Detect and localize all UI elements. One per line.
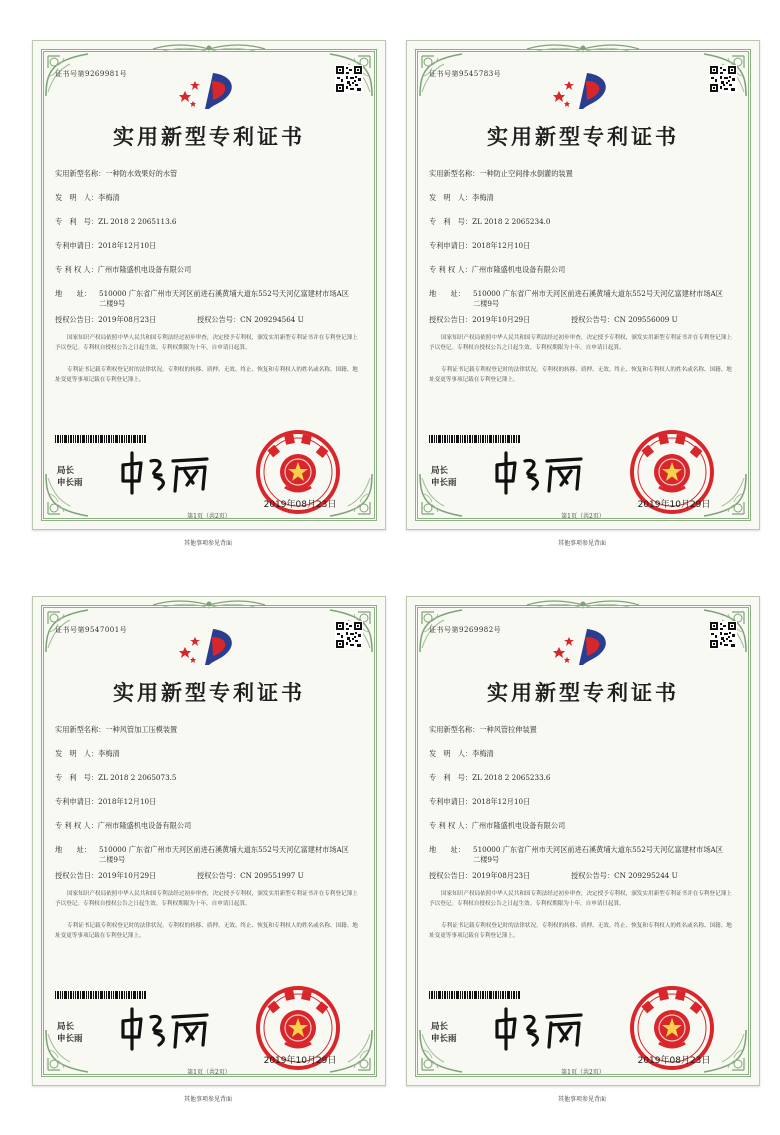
patent-number: ZL 2018 2 2065113.6 [98, 217, 177, 226]
grant-number-wrap [197, 315, 304, 325]
utility-model-name: 一种防水效果好的水管 [105, 169, 178, 178]
certificate-number: 证书号第9269981号 [55, 70, 128, 78]
certificate-title: 实用新型专利证书 [113, 680, 305, 705]
inventor: 李梅清 [472, 193, 494, 202]
director-block [57, 465, 83, 489]
address: 510000 广东省广州市天河区前进石溪黄埔大道东552号天河亿富建材市场A区二楼9号 [473, 289, 723, 308]
patent-number-label: 专 利 号： [429, 773, 473, 782]
top-ornament-icon [523, 597, 643, 611]
certificate-legal-note: 专利证书记载专利权登记时的法律状况。专利权的转移、质押、无效、终止、恢复和专利权人的姓名或名称、国籍、地址变更等事项记载在专利登记簿上。 [55, 923, 358, 939]
grant-date: 2019年08月23日 [98, 315, 157, 324]
barcode-icon [55, 435, 147, 443]
back-note: 其他事项参见背面 [557, 540, 606, 547]
seal-date: 2019年08月23日 [637, 1056, 711, 1066]
certificate-number: 证书号第9545783号 [429, 70, 502, 78]
application-date-label: 专利申请日： [429, 797, 473, 806]
signature-icon [489, 449, 589, 495]
patent-certificate [406, 596, 760, 1086]
patent-certificate [406, 40, 760, 530]
patentee-row [55, 265, 191, 275]
address-row [429, 845, 723, 865]
director-title: 局长 [57, 466, 75, 476]
director-name: 申长雨 [431, 478, 457, 488]
grant-date: 2019年10月29日 [472, 315, 531, 324]
utility-model-name-row [429, 725, 537, 735]
certificate-title: 实用新型专利证书 [113, 124, 305, 149]
grant-number-wrap [197, 871, 304, 881]
patentee-row [429, 265, 565, 275]
address: 510000 广东省广州市天河区前进石溪黄埔大道东552号天河亿富建材市场A区二楼9号 [473, 845, 723, 864]
inventor-label: 发 明 人： [429, 749, 473, 758]
certificate-statement: 国家知识产权局依照中华人民共和国专利法经过初步审查，决定授予专利权，颁发实用新型专利证书并在专利登记簿上予以登记。专利权自授权公告之日起生效。专利权期限为十年，自申请日起算。 [429, 335, 732, 351]
inventor-row [429, 193, 494, 203]
application-date-label: 专利申请日： [55, 797, 99, 806]
patentee: 广州市隆盛机电设备有限公司 [97, 821, 192, 830]
utility-model-name-label: 实用新型名称： [429, 169, 480, 178]
utility-model-name-label: 实用新型名称： [55, 169, 106, 178]
application-date: 2018年12月10日 [472, 797, 531, 806]
patentee: 广州市隆盛机电设备有限公司 [471, 265, 566, 274]
barcode-icon [55, 991, 147, 999]
utility-model-name-row [429, 169, 573, 179]
grant-number-label: 授权公告号： [571, 315, 615, 324]
utility-model-name-row [55, 725, 177, 735]
inventor-label: 发 明 人： [55, 749, 99, 758]
patentee-label: 专 利 权 人： [55, 821, 98, 830]
back-note: 其他事项参见背面 [183, 540, 232, 547]
address-label: 地 址： [429, 289, 465, 298]
inventor: 李梅清 [98, 749, 120, 758]
application-date-row [429, 797, 530, 807]
grant-row [55, 315, 304, 325]
qr-code-icon [709, 621, 737, 649]
certificate-legal-note: 专利证书记载专利权登记时的法律状况。专利权的转移、质押、无效、终止、恢复和专利权人的姓名或名称、国籍、地址变更等事项记载在专利登记簿上。 [429, 367, 732, 383]
inventor: 李梅清 [98, 193, 120, 202]
qr-code-icon [709, 65, 737, 93]
certificate-number: 证书号第9547001号 [55, 626, 128, 634]
inventor-label: 发 明 人： [55, 193, 99, 202]
qr-code-icon [335, 65, 363, 93]
inventor-row [55, 193, 120, 203]
patentee: 广州市隆盛机电设备有限公司 [471, 821, 566, 830]
application-date-label: 专利申请日： [55, 241, 99, 250]
certificate-number: 证书号第9269982号 [429, 626, 502, 634]
certificate-statement: 国家知识产权局依照中华人民共和国专利法经过初步审查，决定授予专利权，颁发实用新型专利证书并在专利登记簿上予以登记。专利权自授权公告之日起生效。专利权期限为十年，自申请日起算。 [55, 891, 358, 907]
director-block [431, 465, 457, 489]
address-row [429, 289, 723, 309]
address-row [55, 289, 349, 309]
grant-date: 2019年10月29日 [98, 871, 157, 880]
seal-date: 2019年08月23日 [263, 500, 337, 510]
director-name: 申长雨 [57, 478, 83, 488]
certificate-statement: 国家知识产权局依照中华人民共和国专利法经过初步审查，决定授予专利权，颁发实用新型专利证书并在专利登记簿上予以登记。专利权自授权公告之日起生效。专利权期限为十年，自申请日起算。 [429, 891, 732, 907]
utility-model-name: 一种风管拉伸装置 [479, 725, 537, 734]
director-block [57, 1021, 83, 1045]
signature-icon [115, 1005, 215, 1051]
patent-number: ZL 2018 2 2065234.0 [472, 217, 551, 226]
grant-number-label: 授权公告号： [197, 871, 241, 880]
top-ornament-icon [523, 41, 643, 55]
certificate-legal-note: 专利证书记载专利权登记时的法律状况。专利权的转移、质押、无效、终止、恢复和专利权人的姓名或名称、国籍、地址变更等事项记载在专利登记簿上。 [429, 923, 732, 939]
page-number: 第1页（共2页） [187, 513, 231, 520]
certificate-statement: 国家知识产权局依照中华人民共和国专利法经过初步审查，决定授予专利权，颁发实用新型专利证书并在专利登记簿上予以登记。专利权自授权公告之日起生效。专利权期限为十年，自申请日起算。 [55, 335, 358, 351]
grant-number: CN 209551997 U [240, 871, 304, 880]
patent-office-logo-icon [553, 69, 615, 113]
top-ornament-icon [149, 597, 269, 611]
grant-row [429, 871, 678, 881]
patent-number-row [429, 217, 551, 227]
patentee: 广州市隆盛机电设备有限公司 [97, 265, 192, 274]
address-label: 地 址： [429, 845, 465, 854]
patent-number-row [55, 217, 177, 227]
top-ornament-icon [149, 41, 269, 55]
barcode-icon [429, 435, 521, 443]
address-label: 地 址： [55, 289, 91, 298]
utility-model-name-label: 实用新型名称： [429, 725, 480, 734]
inventor-row [429, 749, 494, 759]
patentee-label: 专 利 权 人： [429, 265, 472, 274]
patent-office-logo-icon [179, 625, 241, 669]
address: 510000 广东省广州市天河区前进石溪黄埔大道东552号天河亿富建材市场A区二楼9号 [99, 289, 349, 308]
grant-date: 2019年08月23日 [472, 871, 531, 880]
director-title: 局长 [431, 466, 449, 476]
patent-number: ZL 2018 2 2065233.6 [472, 773, 551, 782]
patentee-label: 专 利 权 人： [55, 265, 98, 274]
grant-date-label: 授权公告日： [55, 315, 99, 324]
director-title: 局长 [431, 1022, 449, 1032]
grant-number-label: 授权公告号： [197, 315, 241, 324]
director-block [431, 1021, 457, 1045]
patent-number-row [55, 773, 177, 783]
address-label: 地 址： [55, 845, 91, 854]
certificate-title: 实用新型专利证书 [487, 680, 679, 705]
grant-date-label: 授权公告日： [429, 871, 473, 880]
patent-number-row [429, 773, 551, 783]
patent-number-label: 专 利 号： [55, 217, 99, 226]
grant-number-label: 授权公告号： [571, 871, 615, 880]
utility-model-name: 一种防止空间排水倒灌的装置 [479, 169, 573, 178]
grant-number-wrap [571, 871, 678, 881]
application-date: 2018年12月10日 [98, 797, 157, 806]
patent-certificate [32, 596, 386, 1086]
barcode-icon [429, 991, 521, 999]
patent-office-logo-icon [179, 69, 241, 113]
grant-row [429, 315, 678, 325]
patent-number-label: 专 利 号： [429, 217, 473, 226]
back-note: 其他事项参见背面 [183, 1096, 232, 1103]
grant-row [55, 871, 304, 881]
patentee-row [55, 821, 191, 831]
grant-number-wrap [571, 315, 678, 325]
utility-model-name: 一种风管加工压模装置 [105, 725, 178, 734]
qr-code-icon [335, 621, 363, 649]
patentee-row [429, 821, 565, 831]
grant-date-label: 授权公告日： [55, 871, 99, 880]
application-date-row [55, 241, 156, 251]
certificate-legal-note: 专利证书记载专利权登记时的法律状况。专利权的转移、质押、无效、终止、恢复和专利权人的姓名或名称、国籍、地址变更等事项记载在专利登记簿上。 [55, 367, 358, 383]
utility-model-name-label: 实用新型名称： [55, 725, 106, 734]
director-name: 申长雨 [431, 1034, 457, 1044]
page-number: 第1页（共2页） [561, 1069, 605, 1076]
inventor: 李梅清 [472, 749, 494, 758]
seal-date: 2019年10月29日 [263, 1056, 337, 1066]
application-date-row [429, 241, 530, 251]
application-date-label: 专利申请日： [429, 241, 473, 250]
patent-number: ZL 2018 2 2065073.5 [98, 773, 177, 782]
director-name: 申长雨 [57, 1034, 83, 1044]
patentee-label: 专 利 权 人： [429, 821, 472, 830]
grant-number: CN 209556009 U [614, 315, 678, 324]
signature-icon [115, 449, 215, 495]
director-title: 局长 [57, 1022, 75, 1032]
grant-number: CN 209294564 U [240, 315, 304, 324]
patent-certificate [32, 40, 386, 530]
patent-office-logo-icon [553, 625, 615, 669]
inventor-label: 发 明 人： [429, 193, 473, 202]
page-number: 第1页（共2页） [561, 513, 605, 520]
application-date: 2018年12月10日 [98, 241, 157, 250]
application-date-row [55, 797, 156, 807]
inventor-row [55, 749, 120, 759]
application-date: 2018年12月10日 [472, 241, 531, 250]
page-number: 第1页（共2页） [187, 1069, 231, 1076]
utility-model-name-row [55, 169, 177, 179]
signature-icon [489, 1005, 589, 1051]
certificate-title: 实用新型专利证书 [487, 124, 679, 149]
grant-number: CN 209295244 U [614, 871, 678, 880]
grant-date-label: 授权公告日： [429, 315, 473, 324]
back-note: 其他事项参见背面 [557, 1096, 606, 1103]
address-row [55, 845, 349, 865]
patent-number-label: 专 利 号： [55, 773, 99, 782]
address: 510000 广东省广州市天河区前进石溪黄埔大道东552号天河亿富建材市场A区二楼9号 [99, 845, 349, 864]
seal-date: 2019年10月29日 [637, 500, 711, 510]
